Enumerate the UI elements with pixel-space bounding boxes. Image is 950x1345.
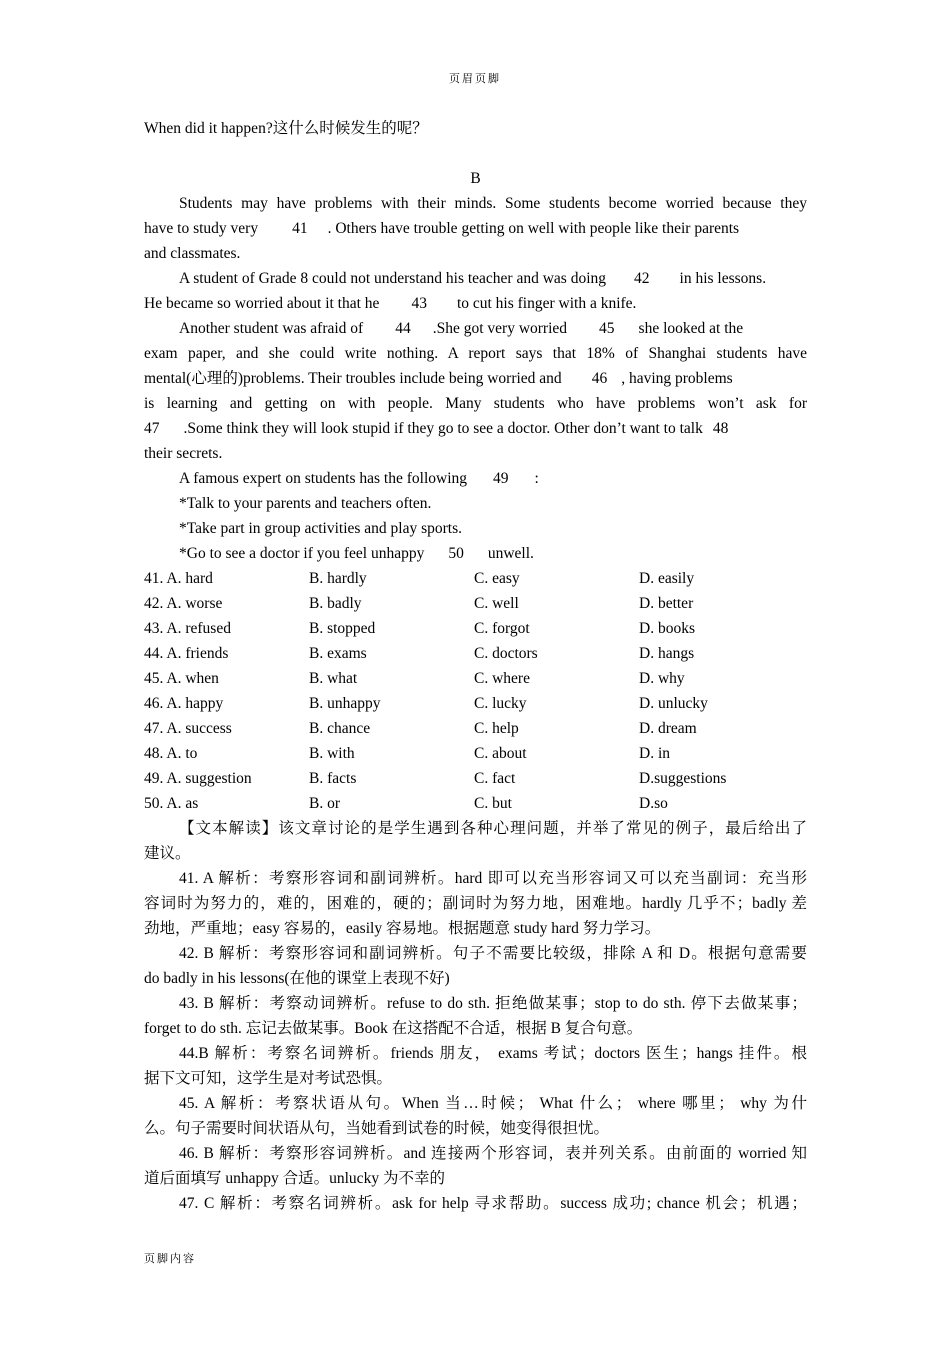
- option-d: D.suggestions: [639, 770, 727, 787]
- blank-number: 49: [493, 470, 509, 487]
- option-a: 41. A. hard: [144, 570, 213, 587]
- section-title: B: [470, 170, 481, 187]
- option-d: D. better: [639, 595, 694, 612]
- passage-line: their secrets.: [144, 445, 223, 462]
- passage-line: [144, 316, 807, 341]
- document-body: [144, 116, 807, 1216]
- option-b: B. exams: [309, 645, 367, 662]
- option-c: C. easy: [474, 570, 520, 587]
- option-row: [144, 766, 807, 791]
- option-row: [144, 716, 807, 741]
- text-span: in his lessons.: [679, 270, 767, 287]
- text-span: . Others have trouble getting on well with people like their parents: [327, 220, 740, 237]
- passage-line: [144, 266, 811, 291]
- option-c: C. doctors: [474, 645, 538, 662]
- option-c: C. but: [474, 795, 512, 812]
- option-c: C. forgot: [474, 620, 530, 637]
- analysis-line: 47. C 解析：考察名词辨析。ask for help 寻求帮助。success 成功; chance 机会；机遇；: [179, 1195, 807, 1212]
- option-b: B. unhappy: [309, 695, 381, 712]
- analysis-line: 43. B 解析：考察动词辨析。refuse to do sth. 拒绝做某事；stop to do sth. 停下去做某事；: [179, 995, 807, 1012]
- passage-line: and classmates.: [144, 245, 241, 262]
- blank-number: 47: [144, 420, 160, 437]
- option-a: 44. A. friends: [144, 645, 229, 662]
- passage-line: exam paper, and she could write nothing. A report says that 18% of Shanghai students have: [144, 345, 807, 362]
- option-b: B. what: [309, 670, 358, 687]
- option-b: B. with: [309, 745, 355, 762]
- text-span: :: [534, 470, 539, 487]
- option-d: D. hangs: [639, 645, 695, 662]
- text-span: mental(心理的)problems. Their troubles include being worried and: [144, 370, 562, 387]
- option-d: D. dream: [639, 720, 697, 737]
- passage-line: is learning and getting on with people. Many students who have problems won’t ask for: [144, 395, 807, 412]
- analysis-line: 么。句子需要时间状语从句，当她看到试卷的时候，她变得很担忧。: [144, 1120, 610, 1137]
- option-b: B. badly: [309, 595, 362, 612]
- blank-number: 46: [591, 370, 608, 387]
- option-c: C. well: [474, 595, 519, 612]
- page-header: 页眉页脚: [449, 73, 501, 85]
- tip-line: [144, 541, 807, 566]
- blank-number: 45: [599, 320, 615, 337]
- blank-number: 41: [292, 220, 308, 237]
- option-d: D. why: [639, 670, 685, 687]
- option-d: D.so: [639, 795, 668, 812]
- text-span: .Some think they will look stupid if they go to see a doctor. Other don’t want to talk: [183, 420, 703, 437]
- analysis-line: forget to do sth. 忘记去做某事。Book 在这搭配不合适，根据 B 复合句意。: [144, 1020, 643, 1037]
- passage-line: [144, 216, 807, 241]
- text-span: Another student was afraid of: [179, 320, 364, 337]
- blank-line: [144, 141, 807, 166]
- option-c: C. lucky: [474, 695, 527, 712]
- option-b: B. facts: [309, 770, 357, 787]
- text-span: *Go to see a doctor if you feel unhappy: [179, 545, 425, 562]
- option-d: D. in: [639, 745, 670, 762]
- analysis-line: 【文本解读】该文章讨论的是学生遇到各种心理问题，并举了常见的例子，最后给出了: [179, 820, 807, 837]
- option-a: 43. A. refused: [144, 620, 231, 637]
- option-a: 48. A. to: [144, 745, 198, 762]
- option-c: C. where: [474, 670, 530, 687]
- text-span: A famous expert on students has the following: [179, 470, 467, 487]
- blank-number: 50: [448, 545, 464, 562]
- analysis-line: 道后面填写 unhappy 合适。unlucky 为不幸的: [144, 1170, 445, 1187]
- option-b: B. or: [309, 795, 340, 812]
- option-d: D. books: [639, 620, 695, 637]
- option-b: B. chance: [309, 720, 371, 737]
- blank-number: 43: [411, 295, 427, 312]
- blank-number: 42: [634, 270, 650, 287]
- option-row: [144, 666, 807, 691]
- options-list: [144, 566, 807, 816]
- analysis-line: 41. A 解析：考察形容词和副词辨析。hard 即可以充当形容词又可以充当副词：充当形: [179, 870, 807, 887]
- text-span: A student of Grade 8 could not understand his teacher and was doing: [179, 270, 607, 287]
- intro-line: When did it happen?这什么时候发生的呢？: [144, 120, 428, 137]
- text-span: she looked at the: [638, 320, 744, 337]
- page-footer: 页脚内容: [144, 1253, 196, 1265]
- text-span: have to study very: [144, 220, 259, 237]
- option-c: C. about: [474, 745, 527, 762]
- analysis-line: 劲地，严重地；easy 容易的，easily 容易地。根据题意 study hard 努力学习。: [144, 920, 661, 937]
- text-span: .She got very worried: [432, 320, 568, 337]
- option-a: 46. A. happy: [144, 695, 224, 712]
- blank-number: 48: [712, 420, 729, 437]
- option-a: 45. A. when: [144, 670, 219, 687]
- passage-line: [144, 366, 807, 391]
- option-row: [144, 591, 807, 616]
- passage-line: [144, 291, 807, 316]
- option-c: C. help: [474, 720, 519, 737]
- option-row: [144, 741, 807, 766]
- analysis-line: 42. B 解析：考察形容词和副词辨析。句子不需要比较级，排除 A 和 D。根据句意需要: [179, 945, 807, 962]
- tip-line: *Take part in group activities and play sports.: [179, 520, 463, 537]
- option-a: 47. A. success: [144, 720, 232, 737]
- text-span: He became so worried about it that he: [144, 295, 380, 312]
- text-span: to cut his finger with a knife.: [456, 295, 637, 312]
- analysis-line: do badly in his lessons(在他的课堂上表现不好): [144, 970, 450, 987]
- analysis-line: 据下文可知，这学生是对考试恐惧。: [144, 1070, 393, 1087]
- option-b: B. hardly: [309, 570, 367, 587]
- passage-line: [144, 416, 807, 441]
- tip-line: *Talk to your parents and teachers often.: [179, 495, 432, 512]
- option-row: [144, 616, 807, 641]
- option-b: B. stopped: [309, 620, 376, 637]
- analysis-line: 44.B 解析：考察名词辨析。friends 朋友， exams 考试；doctors 医生；hangs 挂件。根: [179, 1045, 807, 1062]
- option-c: C. fact: [474, 770, 516, 787]
- blank-number: 44: [395, 320, 411, 337]
- option-row: [144, 791, 807, 816]
- option-row: [144, 641, 807, 666]
- option-row: [144, 691, 807, 716]
- option-d: D. unlucky: [639, 695, 708, 712]
- option-row: [144, 566, 807, 591]
- text-span: unwell.: [487, 545, 534, 562]
- option-a: 42. A. worse: [144, 595, 223, 612]
- text-span: , having problems: [621, 370, 733, 387]
- analysis-line: 容词时为努力的，难的，困难的，硬的；副词时为努力地，困难地。hardly 几乎不；badly 差: [144, 895, 807, 912]
- analysis-line: 45. A 解析：考察状语从句。When 当…时候； What 什么； where 哪里； why 为什: [179, 1095, 807, 1112]
- analysis-line: 46. B 解析：考察形容词辨析。and 连接两个形容词，表并列关系。由前面的 worried 知: [179, 1145, 807, 1162]
- option-d: D. easily: [639, 570, 695, 587]
- passage-line: [144, 466, 807, 491]
- passage-line: Students may have problems with their minds. Some students become worried because they: [179, 195, 807, 212]
- analysis-line: 建议。: [144, 845, 191, 862]
- option-a: 50. A. as: [144, 795, 199, 812]
- option-a: 49. A. suggestion: [144, 770, 252, 787]
